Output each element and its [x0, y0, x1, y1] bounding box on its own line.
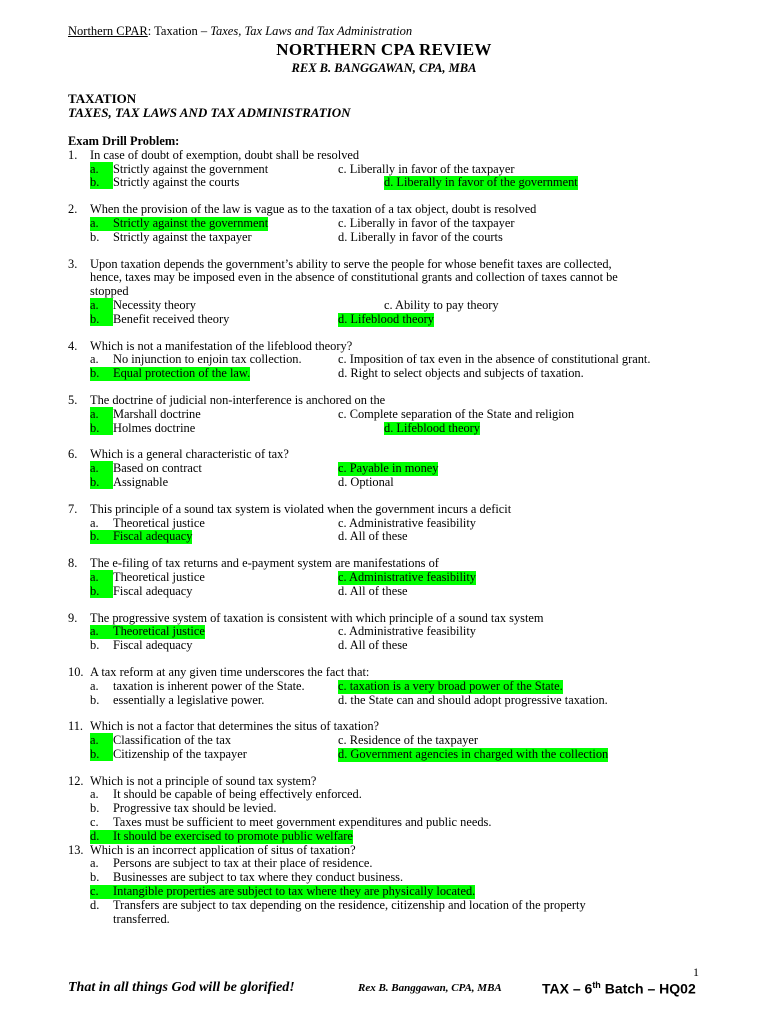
footer-motto: That in all things God will be glorified! — [68, 980, 295, 995]
option-a: a. It should be capable of being effectively enforced. — [90, 787, 362, 802]
drill-heading: Exam Drill Problem: — [68, 134, 180, 148]
option-a: a. Strictly against the government — [90, 161, 269, 176]
question-5 — [68, 394, 708, 435]
option-a-answer: a. Theoretical justice — [90, 624, 205, 639]
question-stem: The doctrine of judicial non-interference is anchored on the — [90, 392, 386, 407]
question-7 — [68, 503, 708, 544]
option-c: c. Administrative feasibility — [338, 624, 476, 639]
question-number: 2. — [68, 202, 78, 217]
question-stem-line-2: hence, taxes may be imposed even in the absence of constitutional grants and collection of taxes cannot be — [90, 270, 618, 285]
question-stem: Which is an incorrect application of situs of taxation? — [90, 842, 356, 857]
option-b: b. Strictly against the courts — [90, 175, 240, 190]
page-number: 1 — [693, 965, 699, 979]
option-b: b. Holmes doctrine — [90, 420, 196, 435]
option-b: b. Fiscal adequacy — [90, 583, 193, 598]
option-c-answer: c. Payable in money — [338, 461, 439, 476]
option-c: c. Liberally in favor of the taxpayer — [338, 161, 515, 176]
option-c: c. Imposition of tax even in the absence of constitutional grant. — [338, 352, 651, 367]
question-list — [68, 135, 708, 926]
option-a: a. No injunction to enjoin tax collection. — [90, 352, 302, 367]
question-number: 6. — [68, 447, 78, 462]
option-c: c. Administrative feasibility — [338, 515, 476, 530]
option-d-answer: d. Lifeblood theory — [338, 311, 435, 326]
option-c-answer: c. taxation is a very broad power of the State. — [338, 678, 563, 693]
question-9 — [68, 612, 708, 653]
question-10 — [68, 666, 708, 707]
option-b-answer: b. Equal protection of the law. — [90, 366, 251, 381]
option-d-continued: transferred. — [113, 911, 170, 926]
document-author: REX B. BANGGAWAN, CPA, MBA — [291, 61, 477, 75]
option-a: a. Theoretical justice — [90, 569, 205, 584]
option-c: c. Liberally in favor of the taxpayer — [338, 215, 515, 230]
question-number: 5. — [68, 392, 78, 407]
question-6 — [68, 448, 708, 489]
option-a-answer: a. Strictly against the government — [90, 215, 269, 230]
option-a: a. taxation is inherent power of the State. — [90, 678, 305, 693]
question-stem: Which is a general characteristic of tax? — [90, 447, 289, 462]
option-d: d. All of these — [338, 529, 408, 544]
option-b: b. Progressive tax should be levied. — [90, 801, 277, 816]
question-stem-line-3: stopped — [90, 284, 129, 299]
header-subject-prefix: : Taxation – — [147, 24, 211, 38]
question-stem: The e-filing of tax returns and e-payment system are manifestations of — [90, 556, 439, 571]
option-d-answer: d. Liberally in favor of the government — [384, 175, 578, 190]
option-d-answer: d. Government agencies in charged with the collection — [338, 746, 609, 761]
question-stem: Which is not a manifestation of the lifeblood theory? — [90, 338, 353, 353]
option-c-answer: c. Intangible properties are subject to tax where they are physically located. — [90, 884, 476, 899]
question-stem: The progressive system of taxation is consistent with which principle of a sound tax system — [90, 610, 544, 625]
question-3 — [68, 258, 708, 327]
question-13 — [68, 844, 708, 927]
option-c: c. Ability to pay theory — [384, 297, 499, 312]
question-number: 11. — [68, 719, 84, 734]
question-stem: This principle of a sound tax system is violated when the government incurs a deficit — [90, 501, 512, 516]
option-d: d. the State can and should adopt progressive taxation. — [338, 692, 608, 707]
question-4 — [68, 340, 708, 381]
question-stem: Which is not a principle of sound tax system? — [90, 773, 317, 788]
header-org: Northern CPAR — [68, 24, 148, 38]
question-12 — [68, 775, 708, 844]
option-d: d. Liberally in favor of the courts — [338, 229, 503, 244]
option-c-answer: c. Administrative feasibility — [338, 569, 476, 584]
option-d: d. Transfers are subject to tax depending on the residence, citizenship and location of the property — [90, 897, 586, 912]
option-d: d. Optional — [338, 474, 394, 489]
option-b: b. essentially a legislative power. — [90, 692, 265, 707]
option-a: a. Marshall doctrine — [90, 406, 201, 421]
question-stem: Which is not a factor that determines the situs of taxation? — [90, 719, 380, 734]
question-2 — [68, 203, 708, 244]
option-b: b. Strictly against the taxpayer — [90, 229, 252, 244]
option-a: a. Necessity theory — [90, 297, 196, 312]
option-b: b. Citizenship of the taxpayer — [90, 746, 247, 761]
question-number: 10. — [68, 664, 84, 679]
question-number: 7. — [68, 501, 78, 516]
option-d: d. Right to select objects and subjects of taxation. — [338, 366, 584, 381]
option-c: c. Taxes must be sufficient to meet government expenditures and public needs. — [90, 815, 492, 830]
header-subject-title: Taxes, Tax Laws and Tax Administration — [210, 24, 413, 38]
footer-author: Rex B. Banggawan, CPA, MBA — [358, 982, 502, 994]
option-b-answer: b. Fiscal adequacy — [90, 529, 193, 544]
option-d-answer: d. It should be exercised to promote public welfare — [90, 828, 353, 843]
question-1 — [68, 149, 708, 190]
section-topic: TAXES, TAX LAWS AND TAX ADMINISTRATION — [68, 105, 351, 120]
option-a: a. Theoretical justice — [90, 515, 205, 530]
option-b: b. Businesses are subject to tax where they conduct business. — [90, 870, 404, 885]
question-stem: In case of doubt of exemption, doubt shall be resolved — [90, 147, 360, 162]
question-8 — [68, 557, 708, 598]
question-number: 9. — [68, 610, 78, 625]
option-b: b. Fiscal adequacy — [90, 638, 193, 653]
question-number: 13. — [68, 842, 84, 857]
document-title: NORTHERN CPA REVIEW — [276, 40, 492, 59]
option-d: d. All of these — [338, 638, 408, 653]
question-stem: A tax reform at any given time underscores the fact that: — [90, 664, 370, 679]
option-a: a. Persons are subject to tax at their place of residence. — [90, 856, 373, 871]
option-d: d. All of these — [338, 583, 408, 598]
option-b: b. Assignable — [90, 474, 169, 489]
question-stem: When the provision of the law is vague as to the taxation of a tax object, doubt is resolved — [90, 202, 537, 217]
question-number: 3. — [68, 256, 78, 271]
section-name: TAXATION — [68, 91, 137, 106]
running-header — [68, 24, 412, 39]
option-a: a. Classification of the tax — [90, 733, 232, 748]
option-c: c. Residence of the taxpayer — [338, 733, 479, 748]
footer-batch: TAX – 6th Batch – HQ02 — [542, 980, 696, 997]
question-number: 1. — [68, 147, 78, 162]
question-stem: Upon taxation depends the government’s ability to serve the people for whose benefit taxes are collected, — [90, 256, 612, 271]
question-number: 8. — [68, 556, 78, 571]
question-number: 4. — [68, 338, 78, 353]
option-a: a. Based on contract — [90, 461, 202, 476]
question-number: 12. — [68, 773, 84, 788]
option-c: c. Complete separation of the State and religion — [338, 406, 575, 421]
option-d-answer: d. Lifeblood theory — [384, 420, 481, 435]
option-b: b. Benefit received theory — [90, 311, 230, 326]
question-11 — [68, 720, 708, 761]
